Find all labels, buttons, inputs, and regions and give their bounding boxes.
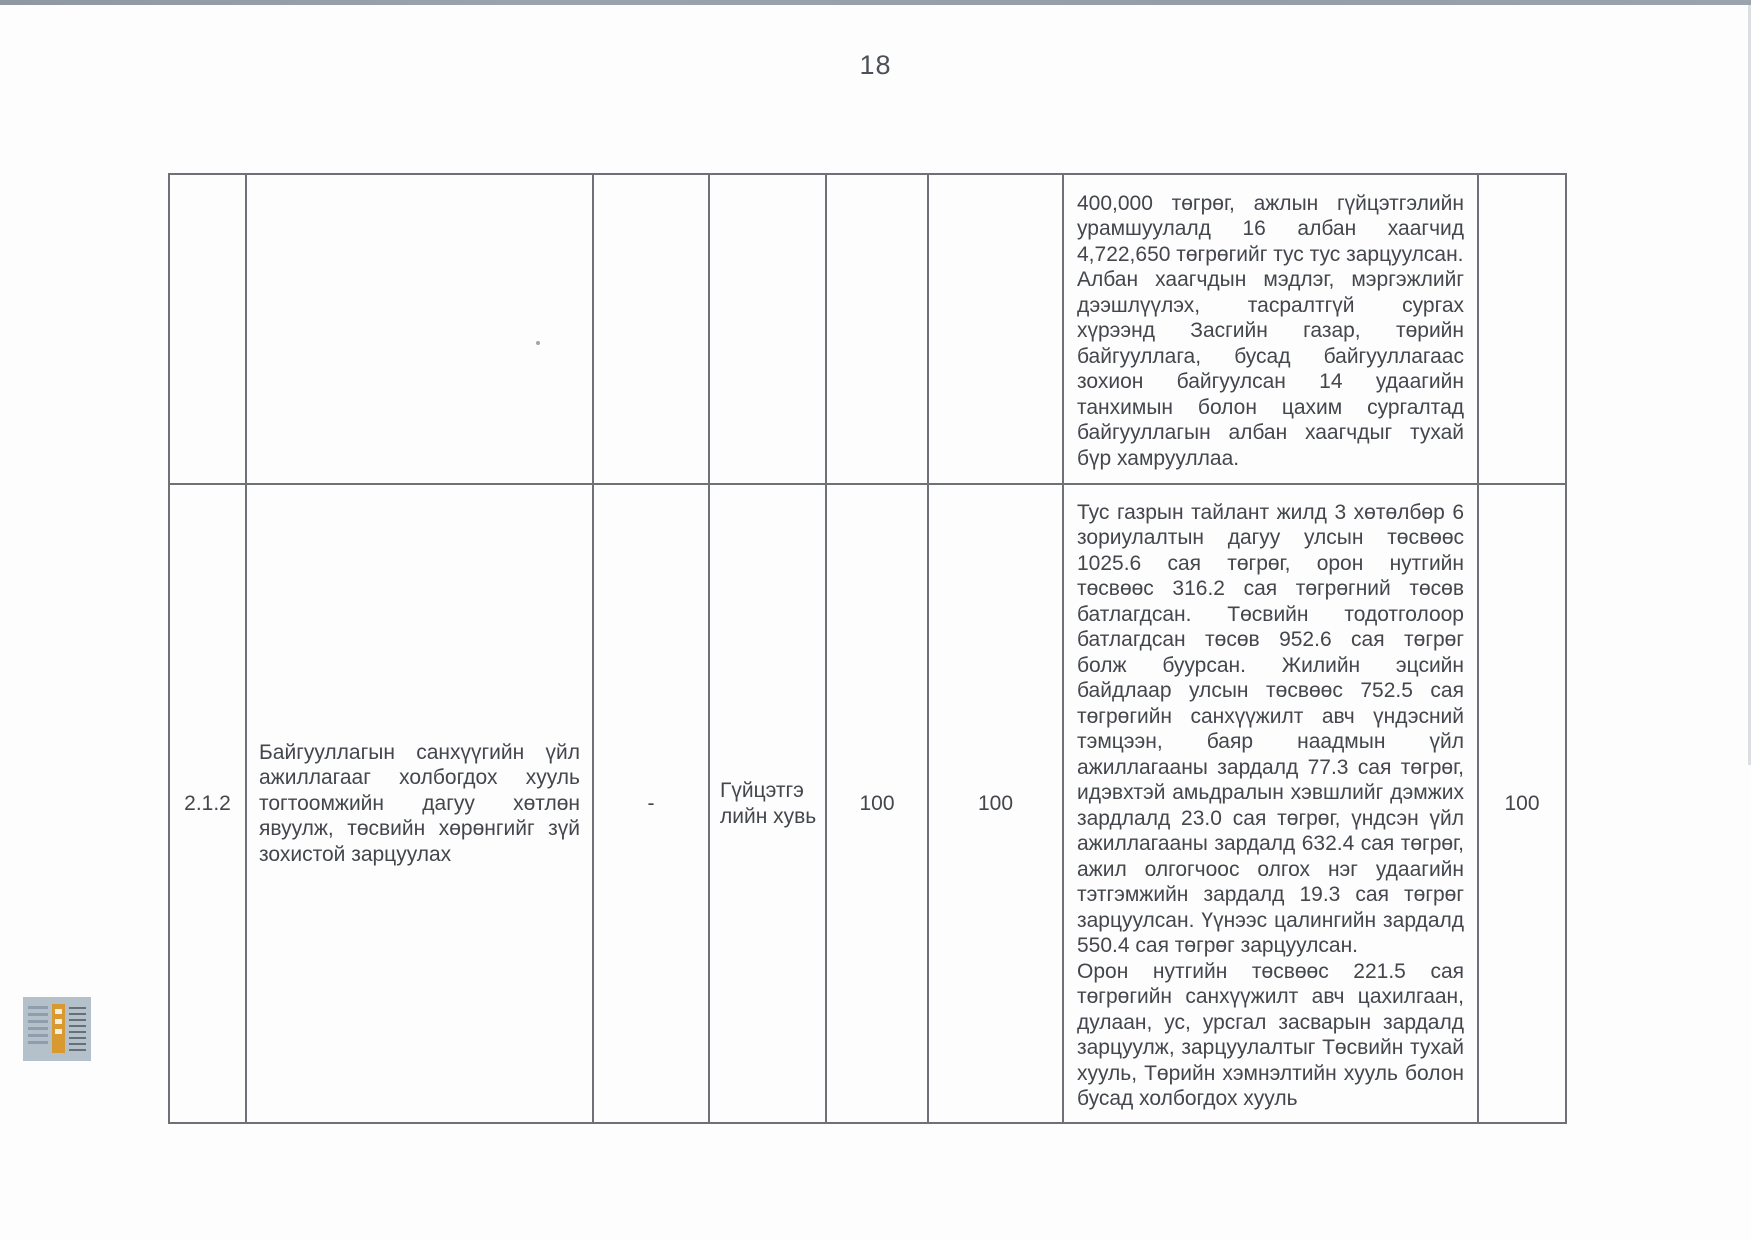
result-paragraph: Албан хаагчдын мэдлэг, мэргэжлийг дээшлүүлэх, тасралтгүй сургах хүрээнд Засгийн газар, төрийн байгууллага, бусад байгууллагаас зохион байгуулсан 14 удаагийн танхимын болон цахим сургалтад байгууллагын албан хаагчдыг тухай бүр хамрууллаа. <box>1077 268 1464 470</box>
cell-indicator: Гүйцэтгэ лийн хувь <box>709 484 826 1123</box>
cell-score <box>1478 174 1566 484</box>
stamp-tiny-text-lines <box>69 1007 86 1051</box>
result-paragraph: Орон нутгийн төсвөөс 221.5 сая төгрөгийн санхүүжилт авч цахилгаан, дулаан, ус, урсгал засварын зардалд зарцуулж, зарцуулалтыг Төсвийн тухай хууль, Төрийн хэмнэлтийн хууль болон бусад холбогдох хууль <box>1077 959 1464 1110</box>
cell-description <box>246 174 593 484</box>
table-row-continuation <box>169 174 1566 484</box>
result-paragraph: 400,000 төгрөг, ажлын гүйцэтгэлийн урамшуулалд 16 албан хаагчид 4,722,650 төгрөгийг тус тус зарцуулсан. <box>1077 191 1464 266</box>
cell-measure <box>593 174 709 484</box>
scan-artifact-dot <box>536 341 540 345</box>
government-stamp-logo <box>23 997 91 1061</box>
cell-no: 2.1.2 <box>169 484 246 1123</box>
cell-no <box>169 174 246 484</box>
performance-report-table <box>168 173 1567 1124</box>
cell-actual <box>928 174 1063 484</box>
cell-result-text <box>1063 484 1478 1123</box>
cell-target: 100 <box>826 484 928 1123</box>
cell-result-text <box>1063 174 1478 484</box>
result-paragraph: Тус газрын тайлант жилд 3 хөтөлбөр 6 зориулалтын дагуу улсын төсвөөс 1025.6 сая төгрөг, орон нутгийн төсвөөс 316.2 сая төгрөгний төсөв батлагдсан. Төсвийн тодотголоор батлагдсан төсөв 952.6 сая төгрөг болж буурсан. Жилийн эцсийн байдлаар улсын төсвөөс 752.5 сая төгрөгийн санхүүжилт авч үндэсний тэмцээн, баяр наадмын үйл ажиллагааны зардалд 77.3 сая төгрөг, идэвхтэй амьдралын хэвшлийг дэмжих зардлалд 23.0 сая төгрөг, үндсэн үйл ажиллагааны зардалд 632.4 сая төгрөг, ажил олгогчоос олгох нэг удаагийн тэтгэмжийн зардалд 19.3 сая төгрөг зарцуулсан. Үүнээс цалингийн зардалд 550.4 сая төгрөг зарцуулсан. <box>1077 500 1464 957</box>
stamp-orange-bar <box>52 1004 65 1053</box>
cell-actual: 100 <box>928 484 1063 1123</box>
cell-description: Байгууллагын санхүүгийн үйл ажиллагааг холбогдох хууль тогтоомжийн дагуу хөтлөн явуулж, төсвийн хөрөнгийг зүй зохистой зарцуулах <box>246 484 593 1123</box>
page-number: 18 <box>859 50 892 80</box>
table-row-2-1-2 <box>169 484 1566 1123</box>
cell-measure: - <box>593 484 709 1123</box>
cell-score: 100 <box>1478 484 1566 1123</box>
cell-indicator <box>709 174 826 484</box>
stamp-emblem-lines <box>28 1006 48 1046</box>
cell-target <box>826 174 928 484</box>
scan-top-edge-bar <box>0 0 1751 5</box>
